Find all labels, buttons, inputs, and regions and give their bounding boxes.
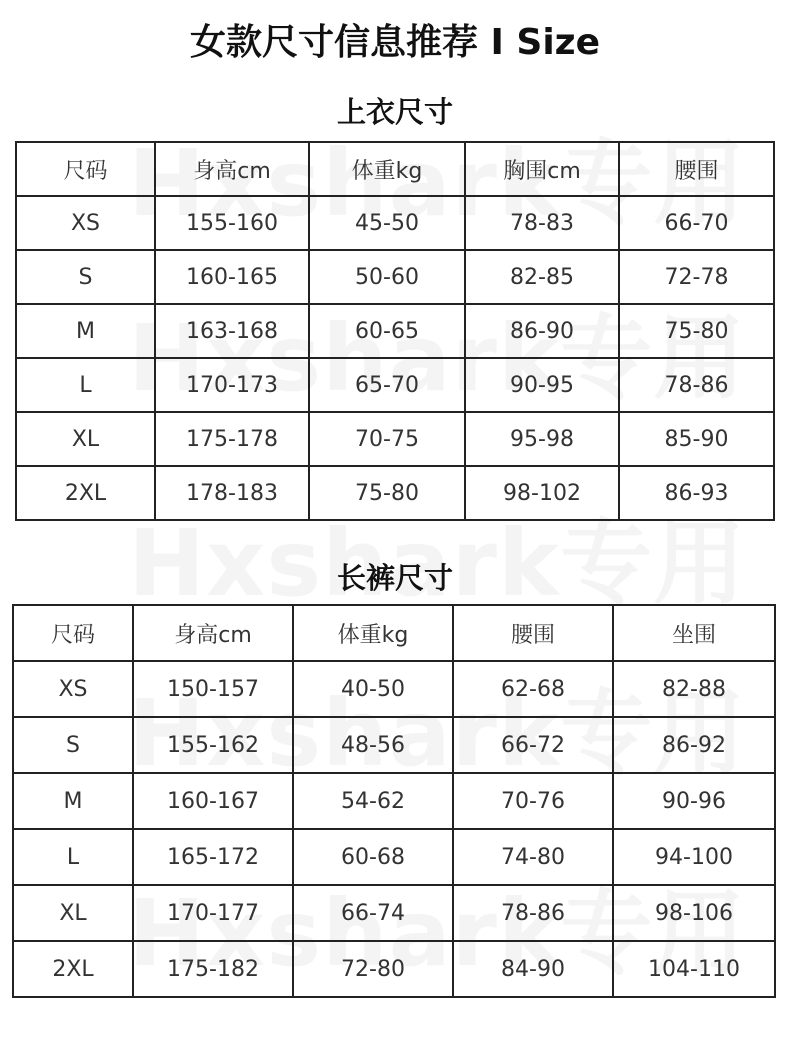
pants-size-table (12, 604, 776, 998)
table-cell: 60-65 (309, 304, 465, 358)
top-size-table (15, 141, 775, 521)
table-cell: 66-72 (453, 717, 613, 773)
table-row (16, 250, 774, 304)
table-row (13, 885, 775, 941)
table-cell: 84-90 (453, 941, 613, 997)
size-cell: L (13, 829, 133, 885)
table-cell: 86-93 (619, 466, 774, 520)
table-cell: 150-157 (133, 661, 293, 717)
table-cell: 155-162 (133, 717, 293, 773)
table-cell: 175-182 (133, 941, 293, 997)
table-cell: 86-92 (613, 717, 775, 773)
table-cell: 70-75 (309, 412, 465, 466)
table-cell: 163-168 (155, 304, 309, 358)
size-cell: 2XL (13, 941, 133, 997)
header-cell: 身高cm (155, 142, 309, 196)
table-cell: 98-102 (465, 466, 619, 520)
table-cell: 165-172 (133, 829, 293, 885)
top-size-title: 上衣尺寸 (336, 95, 453, 129)
header-cell: 腰围 (453, 605, 613, 661)
table-cell: 78-86 (619, 358, 774, 412)
table-cell: 50-60 (309, 250, 465, 304)
table-row (13, 773, 775, 829)
table-cell: 78-83 (465, 196, 619, 250)
table-cell: 75-80 (619, 304, 774, 358)
table-cell: 160-165 (155, 250, 309, 304)
table-header-row (13, 605, 775, 661)
size-cell: S (16, 250, 155, 304)
table-header-row (16, 142, 774, 196)
page-title: 女款尺寸信息推荐 I Size (189, 22, 601, 63)
table-cell: 45-50 (309, 196, 465, 250)
table-cell: 90-96 (613, 773, 775, 829)
table-cell: 82-88 (613, 661, 775, 717)
size-cell: XL (13, 885, 133, 941)
table-cell: 48-56 (293, 717, 453, 773)
header-cell: 体重kg (293, 605, 453, 661)
size-cell: 2XL (16, 466, 155, 520)
table-cell: 78-86 (453, 885, 613, 941)
table-cell: 104-110 (613, 941, 775, 997)
table-cell: 75-80 (309, 466, 465, 520)
table-cell: 72-80 (293, 941, 453, 997)
table-cell: 40-50 (293, 661, 453, 717)
table-row (16, 304, 774, 358)
header-cell: 身高cm (133, 605, 293, 661)
table-cell: 66-70 (619, 196, 774, 250)
table-cell: 170-173 (155, 358, 309, 412)
header-cell: 坐围 (613, 605, 775, 661)
size-cell: XL (16, 412, 155, 466)
table-cell: 70-76 (453, 773, 613, 829)
table-row (16, 196, 774, 250)
table-cell: 62-68 (453, 661, 613, 717)
table-cell: 90-95 (465, 358, 619, 412)
table-row (16, 412, 774, 466)
table-cell: 155-160 (155, 196, 309, 250)
table-cell: 178-183 (155, 466, 309, 520)
size-cell: L (16, 358, 155, 412)
header-cell: 尺码 (13, 605, 133, 661)
table-row (13, 829, 775, 885)
size-cell: S (13, 717, 133, 773)
table-cell: 170-177 (133, 885, 293, 941)
table-cell: 95-98 (465, 412, 619, 466)
header-cell: 体重kg (309, 142, 465, 196)
table-cell: 74-80 (453, 829, 613, 885)
table-cell: 66-74 (293, 885, 453, 941)
table-cell: 160-167 (133, 773, 293, 829)
table-cell: 82-85 (465, 250, 619, 304)
table-cell: 60-68 (293, 829, 453, 885)
table-cell: 85-90 (619, 412, 774, 466)
table-row (13, 661, 775, 717)
size-cell: XS (13, 661, 133, 717)
header-cell: 腰围 (619, 142, 774, 196)
size-cell: M (16, 304, 155, 358)
table-cell: 86-90 (465, 304, 619, 358)
header-cell: 胸围cm (465, 142, 619, 196)
table-cell: 72-78 (619, 250, 774, 304)
table-row (13, 717, 775, 773)
pants-size-title: 长裤尺寸 (336, 561, 453, 595)
table-cell: 54-62 (293, 773, 453, 829)
size-cell: M (13, 773, 133, 829)
table-cell: 175-178 (155, 412, 309, 466)
table-cell: 65-70 (309, 358, 465, 412)
header-cell: 尺码 (16, 142, 155, 196)
table-cell: 98-106 (613, 885, 775, 941)
table-cell: 94-100 (613, 829, 775, 885)
table-row (16, 358, 774, 412)
size-cell: XS (16, 196, 155, 250)
table-row (16, 466, 774, 520)
table-row (13, 941, 775, 997)
